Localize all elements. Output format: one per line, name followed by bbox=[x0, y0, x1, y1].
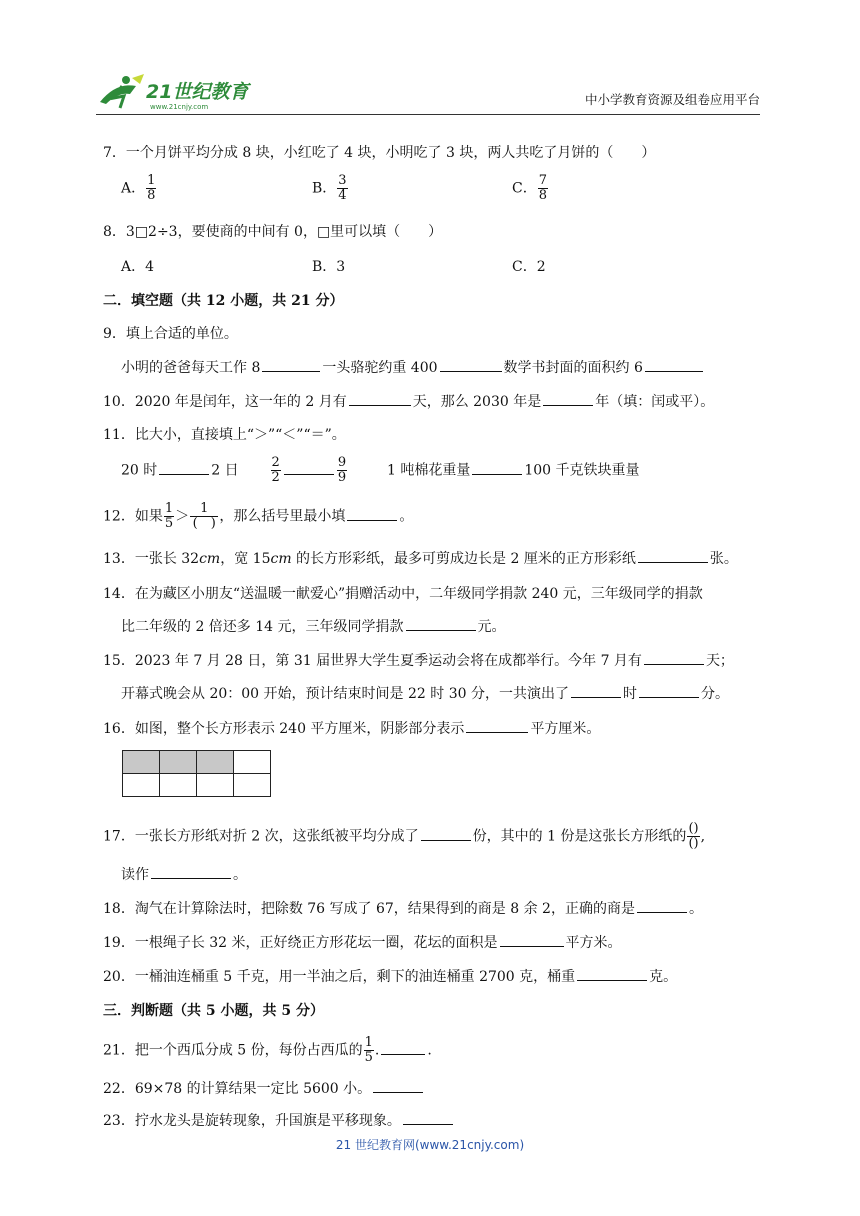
question-19: 19．一根绳子长 32 米，正好绕正方形花坛一圈，花坛的面积是 平方米。 bbox=[103, 932, 622, 952]
answer-blank[interactable] bbox=[151, 864, 231, 879]
section-2-title: 二．填空题（共 12 小题，共 21 分） bbox=[103, 293, 344, 309]
header-platform-name: 中小学教育资源及组卷应用平台 bbox=[584, 92, 760, 107]
q7-option-c[interactable]: C． $\frac{7}{8}$ bbox=[512, 173, 547, 203]
answer-blank[interactable] bbox=[381, 1040, 425, 1055]
answer-blank[interactable] bbox=[500, 932, 564, 947]
answer-blank[interactable] bbox=[440, 357, 502, 372]
answer-blank[interactable] bbox=[644, 650, 704, 665]
question-17-line1: 17．一张长方形纸对折 2 次，这张纸被平均分成了 份，其中的 1 份是这张长方形纸的 $\frac{()}{()}$ , bbox=[103, 821, 706, 851]
answer-blank[interactable] bbox=[406, 616, 476, 631]
page-footer: 21 世纪教育网(www.21cnjy.com) bbox=[335, 1138, 525, 1152]
answer-blank[interactable] bbox=[466, 718, 528, 733]
answer-blank[interactable] bbox=[543, 391, 593, 406]
answer-blank[interactable] bbox=[577, 966, 647, 981]
answer-blank[interactable] bbox=[645, 357, 703, 372]
answer-blank[interactable] bbox=[284, 460, 334, 475]
question-22: 22．69×78 的计算结果一定比 5600 小。 bbox=[103, 1078, 425, 1098]
question-14-line2: 比二年级的 2 倍还多 14 元，三年级同学捐款 元。 bbox=[121, 616, 506, 636]
answer-blank[interactable] bbox=[639, 683, 699, 698]
answer-blank[interactable] bbox=[349, 391, 411, 406]
question-11-body: 20 时 2 日 $\frac{2}{2}$ $\frac{9}{9}$ 1 吨棉花重量 100 千克铁块重量 bbox=[121, 455, 640, 485]
answer-blank[interactable] bbox=[403, 1110, 453, 1125]
answer-blank[interactable] bbox=[638, 548, 708, 563]
question-23: 23．拧水龙头是旋转现象，升国旗是平移现象。 bbox=[103, 1110, 455, 1130]
question-18: 18．淘气在计算除法时，把除数 76 写成了 67，结果得到的商是 8 余 2，正确的商是 。 bbox=[103, 898, 703, 918]
question-8-stem: 8．3□2÷3，要使商的中间有 0，□里可以填（ ） bbox=[103, 224, 443, 240]
question-15-line1: 15．2023 年 7 月 28 日，第 31 届世界大学生夏季运动会将在成都举行。今年 7 月有 天； bbox=[103, 650, 734, 670]
rectangle-grid-figure bbox=[122, 750, 271, 797]
question-17-line2: 读作 。 bbox=[121, 864, 247, 884]
question-15-line2: 开幕式晚会从 20：00 开始，预计结束时间是 22 时 30 分，一共演出了 时 分。 bbox=[121, 683, 729, 703]
q8-option-c[interactable]: C．2 bbox=[512, 259, 546, 275]
answer-blank[interactable] bbox=[262, 357, 320, 372]
answer-blank[interactable] bbox=[421, 826, 471, 841]
q8-option-b[interactable]: B．3 bbox=[312, 259, 346, 275]
question-16: 16．如图，整个长方形表示 240 平方厘米，阴影部分表示 平方厘米。 bbox=[103, 718, 600, 738]
q8-option-a[interactable]: A．4 bbox=[121, 259, 155, 275]
answer-blank[interactable] bbox=[159, 460, 209, 475]
question-14-line1: 14．在为藏区小朋友“送温暖一献爱心”捐赠活动中，二年级同学捐款 240 元，三年级同学的捐款 bbox=[103, 586, 703, 602]
question-9-stem: 9．填上合适的单位。 bbox=[103, 326, 238, 342]
question-7-stem: 7．一个月饼平均分成 8 块，小红吃了 4 块，小明吃了 3 块，两人共吃了月饼的（ ） bbox=[103, 145, 656, 161]
question-21: 21．把一个西瓜分成 5 份，每份占西瓜的 $\frac{1}{5}$ . . bbox=[103, 1035, 432, 1065]
question-12: 12．如果 $\frac{1}{5}$ ＞ $\frac{1}{( )}$ ，那么括号里最小填 。 bbox=[103, 501, 414, 531]
svg-text:21世纪教育: 21世纪教育 bbox=[146, 81, 249, 103]
svg-text:www.21cnjy.com: www.21cnjy.com bbox=[150, 103, 209, 111]
q7-option-b[interactable]: B． $\frac{3}{4}$ bbox=[312, 173, 347, 203]
answer-blank[interactable] bbox=[571, 683, 621, 698]
question-20: 20．一桶油连桶重 5 千克，用一半油之后，剩下的油连桶重 2700 克，桶重 克。 bbox=[103, 966, 677, 986]
page-header bbox=[96, 66, 760, 115]
answer-blank[interactable] bbox=[472, 460, 522, 475]
question-13: 13．一张长 32cm，宽 15cm 的长方形彩纸，最多可剪成边长是 2 厘米的正方形彩纸 张。 bbox=[103, 548, 738, 568]
question-11-stem: 11．比大小，直接填上“＞”“＜”“＝”。 bbox=[103, 427, 346, 443]
answer-blank[interactable] bbox=[347, 506, 397, 521]
question-10: 10．2020 年是闰年，这一年的 2 月有 天，那么 2030 年是 年（填：闰或平）。 bbox=[103, 391, 714, 411]
section-3-title: 三．判断题（共 5 小题，共 5 分） bbox=[103, 1003, 324, 1019]
question-9-body: 小明的爸爸每天工作 8 一头骆驼约重 400 数学书封面的面积约 6 bbox=[121, 357, 705, 377]
q7-option-a[interactable]: A． $\frac{1}{8}$ bbox=[121, 173, 156, 203]
answer-blank[interactable] bbox=[637, 898, 687, 913]
answer-blank[interactable] bbox=[373, 1078, 423, 1093]
logo-icon bbox=[96, 72, 276, 112]
